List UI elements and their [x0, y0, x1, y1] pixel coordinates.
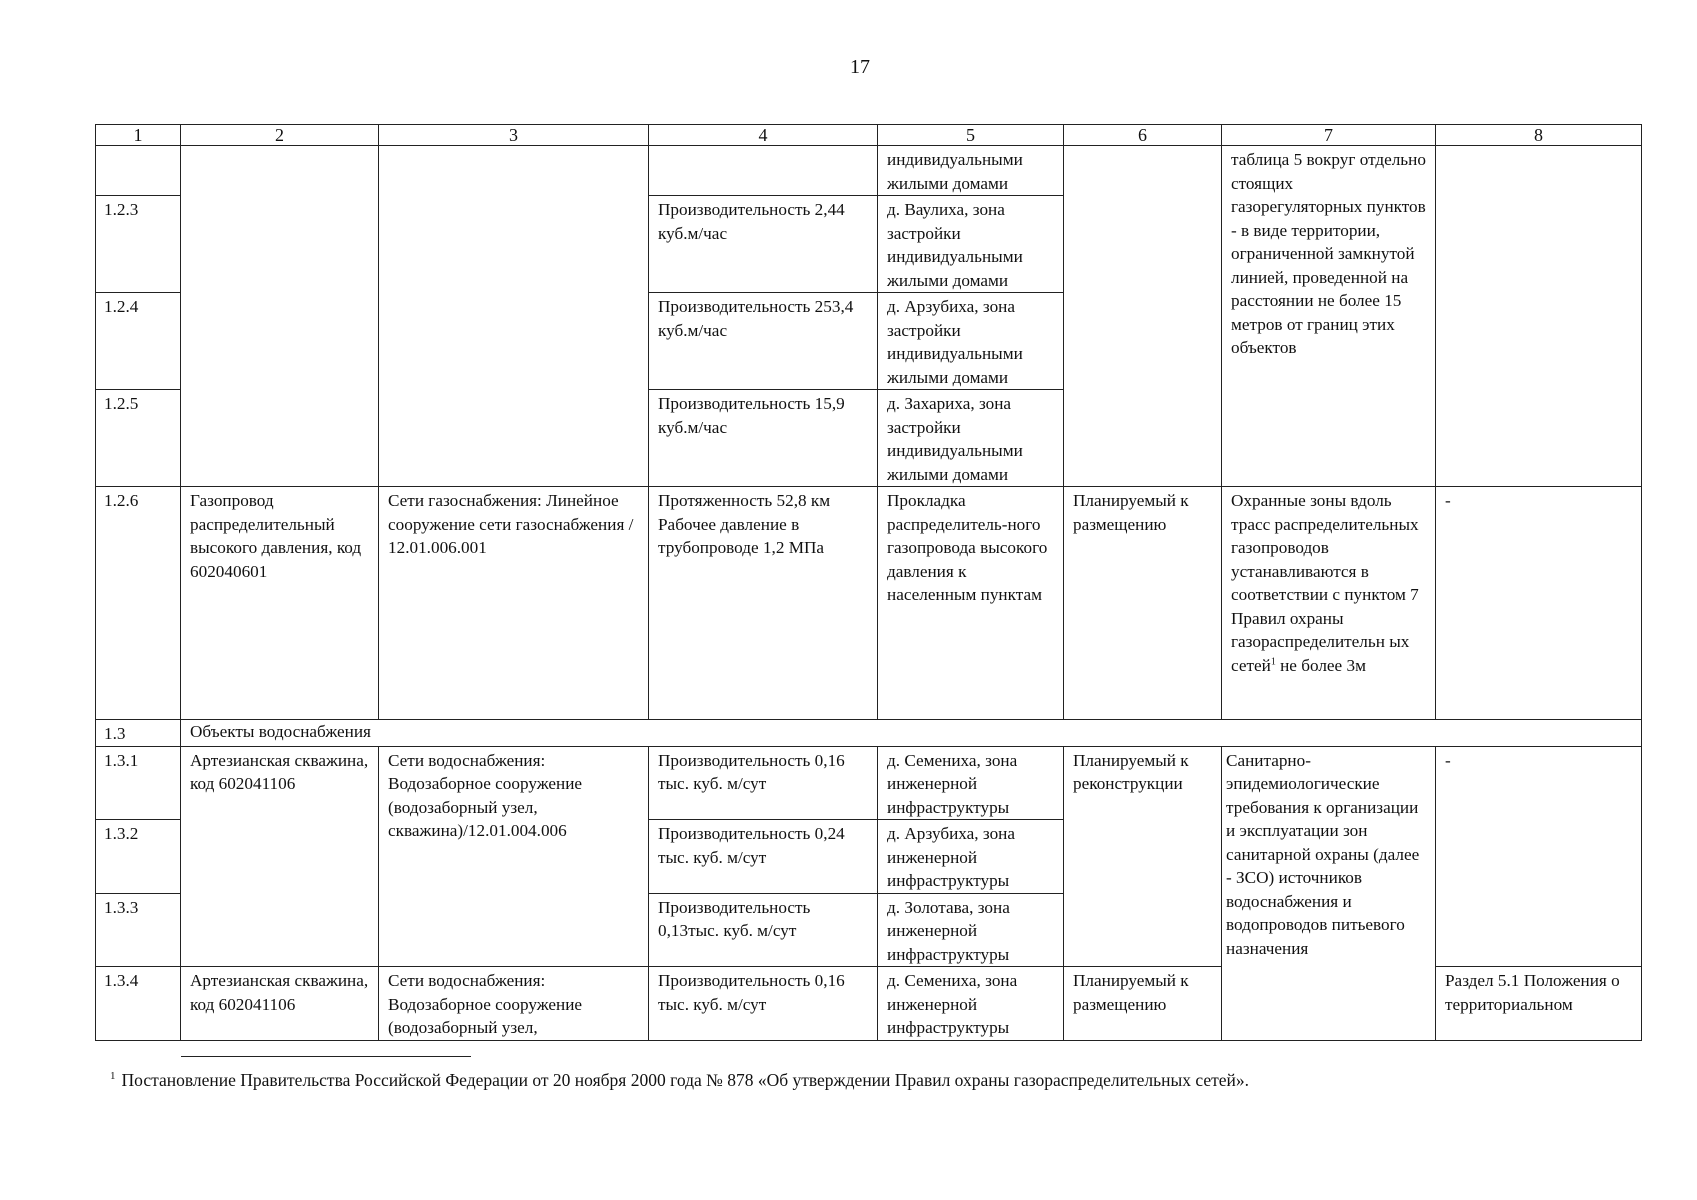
- cell-num: 1.2.5: [96, 390, 181, 487]
- cell-c4: Производительность 0,24 тыс. куб. м/сут: [649, 820, 878, 894]
- table-header-row: [96, 125, 1642, 146]
- header-cell: 7: [1222, 125, 1436, 146]
- section-row: [96, 720, 1642, 747]
- cell-c3: [379, 146, 649, 487]
- cell-c5: д. Ваулиха, зона застройки индивидуальными жилыми домами: [878, 196, 1064, 293]
- data-table: [95, 124, 1642, 1041]
- cell-c8: [1436, 146, 1642, 487]
- cell-num: 1.3.2: [96, 820, 181, 894]
- cell-c5: д. Золотава, зона инженерной инфраструктуры: [878, 893, 1064, 967]
- cell-num: 1.3.1: [96, 746, 181, 820]
- cell-num: 1.2.6: [96, 487, 181, 720]
- cell-c2: Артезианская скважина, код 602041106: [181, 967, 379, 1041]
- cell-c4: Производительность 0,13тыс. куб. м/сут: [649, 893, 878, 967]
- table-row: [96, 146, 1642, 196]
- footnote-ref: 1: [1270, 655, 1276, 667]
- cell-c6: [1064, 146, 1222, 487]
- header-cell: 1: [96, 125, 181, 146]
- cell-c6: Планируемый к реконструкции: [1064, 746, 1222, 967]
- table-row: [96, 487, 1642, 720]
- cell-c4: [649, 146, 878, 196]
- cell-c2: [181, 146, 379, 487]
- footnote-text: Постановление Правительства Российской Федерации от 20 ноября 2000 года № 878 «Об утверждении Правил охраны газораспределительных сетей».: [121, 1070, 1250, 1090]
- header-cell: 3: [379, 125, 649, 146]
- cell-num: 1.2.3: [96, 196, 181, 293]
- cell-num: 1.2.4: [96, 293, 181, 390]
- cell-c5: д. Арзубиха, зона инженерной инфраструктуры: [878, 820, 1064, 894]
- cell-c3: Сети водоснабжения: Водозаборное сооружение (водозаборный узел,: [379, 967, 649, 1041]
- cell-c5: д. Арзубиха, зона застройки индивидуальными жилыми домами: [878, 293, 1064, 390]
- cell-c4: Производительность 0,16 тыс. куб. м/сут: [649, 746, 878, 820]
- cell-c3: Сети водоснабжения: Водозаборное сооружение (водозаборный узел, скважина)/12.01.004.006: [379, 746, 649, 967]
- cell-c8: -: [1436, 487, 1642, 720]
- cell-c4: Протяженность 52,8 км Рабочее давление в трубопроводе 1,2 МПа: [649, 487, 878, 720]
- cell-c4: Производительность 253,4 куб.м/час: [649, 293, 878, 390]
- page-number: 17: [850, 56, 870, 78]
- header-cell: 2: [181, 125, 379, 146]
- cell-c5: Прокладка распределитель-ного газопровода высокого давления к населенным пунктам: [878, 487, 1064, 720]
- footnote: [110, 1070, 1249, 1091]
- header-cell: 5: [878, 125, 1064, 146]
- cell-c7: таблица 5 вокруг отдельно стоящих газорегуляторных пунктов - в виде территории, ограниченной замкнутой линией, проведенной на расстоянии не более 15 метров от границ этих объектов: [1222, 146, 1436, 487]
- cell-c4: Производительность 15,9 куб.м/час: [649, 390, 878, 487]
- cell-c8: Раздел 5.1 Положения о территориальном: [1436, 967, 1642, 1041]
- cell-c7-text: Охранные зоны вдоль трасс распределительных газопроводов устанавливаются в соответствии с пунктом 7 Правил охраны газораспределительн ых сетей: [1231, 491, 1419, 675]
- footnote-divider: [181, 1056, 471, 1057]
- cell-c2: Газопровод распределительный высокого давления, код 602040601: [181, 487, 379, 720]
- cell-c5: д. Захариха, зона застройки индивидуальными жилыми домами: [878, 390, 1064, 487]
- cell-c5: д. Семениха, зона инженерной инфраструктуры: [878, 967, 1064, 1041]
- header-cell: 6: [1064, 125, 1222, 146]
- cell-c5: д. Семениха, зона инженерной инфраструктуры: [878, 746, 1064, 820]
- footnote-marker: 1: [110, 1070, 116, 1083]
- cell-c6: Планируемый к размещению: [1064, 967, 1222, 1041]
- cell-c7: Санитарно-эпидемиологические требования к организации и эксплуатации зон санитарной охраны (далее - ЗСО) источников водоснабжения и водопроводов питьевого назначения: [1222, 746, 1436, 1040]
- cell-c7: [1222, 487, 1436, 720]
- cell-num: 1.3: [96, 720, 181, 747]
- cell-c4: Производительность 0,16 тыс. куб. м/сут: [649, 967, 878, 1041]
- cell-c5: индивидуальными жилыми домами: [878, 146, 1064, 196]
- table-row: [96, 746, 1642, 820]
- cell-c6: Планируемый к размещению: [1064, 487, 1222, 720]
- cell-num: [96, 146, 181, 196]
- cell-c4: Производительность 2,44 куб.м/час: [649, 196, 878, 293]
- cell-num: 1.3.4: [96, 967, 181, 1041]
- cell-c2: Артезианская скважина, код 602041106: [181, 746, 379, 967]
- cell-c3: Сети газоснабжения: Линейное сооружение сети газоснабжения / 12.01.006.001: [379, 487, 649, 720]
- header-cell: 4: [649, 125, 878, 146]
- section-title: Объекты водоснабжения: [181, 720, 1642, 747]
- cell-num: 1.3.3: [96, 893, 181, 967]
- cell-c8: -: [1436, 746, 1642, 967]
- cell-c7-tail: не более 3м: [1275, 655, 1366, 675]
- header-cell: 8: [1436, 125, 1642, 146]
